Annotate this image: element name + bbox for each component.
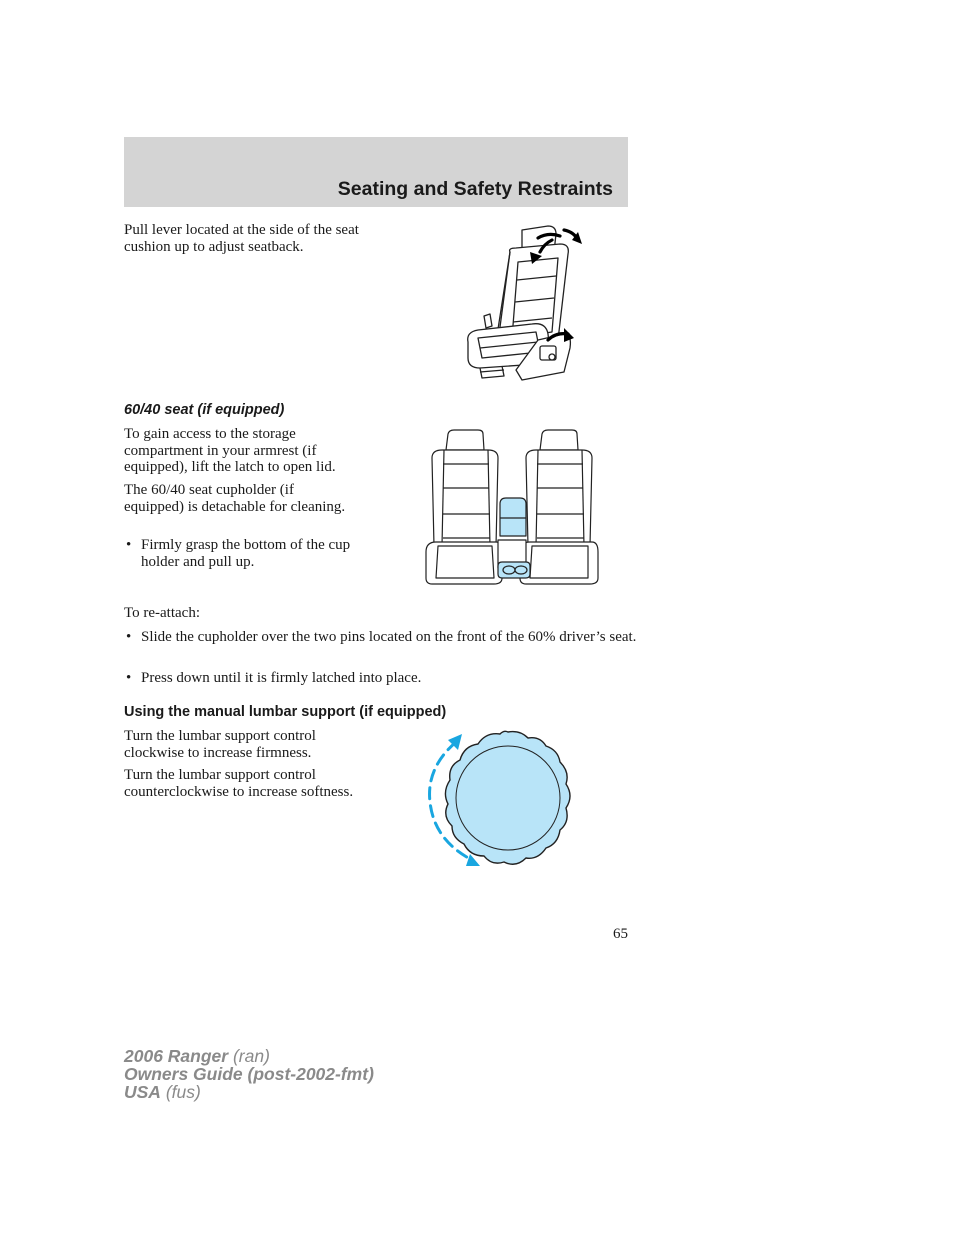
page-number: 65 [613, 926, 628, 942]
section-heading-lumbar: Using the manual lumbar support (if equipped) [124, 704, 447, 720]
lumbar-firmness-instruction: Turn the lumbar support control clockwise to increase firmness. [124, 728, 316, 761]
seat-recline-illustration [460, 222, 590, 387]
footer-line-model [124, 1047, 374, 1065]
section-heading-6040: 60/40 seat (if equipped) [124, 402, 285, 418]
footer-line-region [124, 1083, 374, 1101]
footer-region: USA [124, 1082, 161, 1102]
footer-region-code: (fus) [165, 1082, 201, 1102]
footer-model-code: (ran) [232, 1046, 270, 1066]
footer-guide: Owners Guide (post-2002-fmt) [124, 1064, 374, 1084]
bullet-grasp-cupholder: • Firmly grasp the bottom of the cup holder and pull up. [124, 537, 381, 570]
lumbar-knob-illustration [420, 728, 580, 870]
armrest-instruction: To gain access to the storage compartment in your armrest (if equipped), lift the latch to open lid. [124, 426, 336, 475]
document-footer [124, 1047, 374, 1101]
bullet-press-down: • Press down until it is firmly latched into place. [124, 670, 641, 687]
seat-6040-illustration [422, 428, 602, 590]
cupholder-description: The 60/40 seat cupholder (if equipped) is detachable for cleaning. [124, 482, 346, 515]
lumbar-softness-instruction: Turn the lumbar support control counterclockwise to increase softness. [124, 767, 354, 800]
seatback-instruction: Pull lever located at the side of the seat cushion up to adjust seatback. [124, 222, 359, 255]
reattach-label: To re-attach: [124, 605, 200, 621]
footer-line-guide [124, 1065, 374, 1083]
header-band [124, 137, 628, 207]
lumbar-knob [445, 731, 570, 864]
page-title: Seating and Safety Restraints [337, 178, 613, 200]
bullet-slide-cupholder: • Slide the cupholder over the two pins located on the front of the 60% driver’s seat. [124, 629, 641, 646]
footer-model: 2006 Ranger [124, 1046, 229, 1066]
